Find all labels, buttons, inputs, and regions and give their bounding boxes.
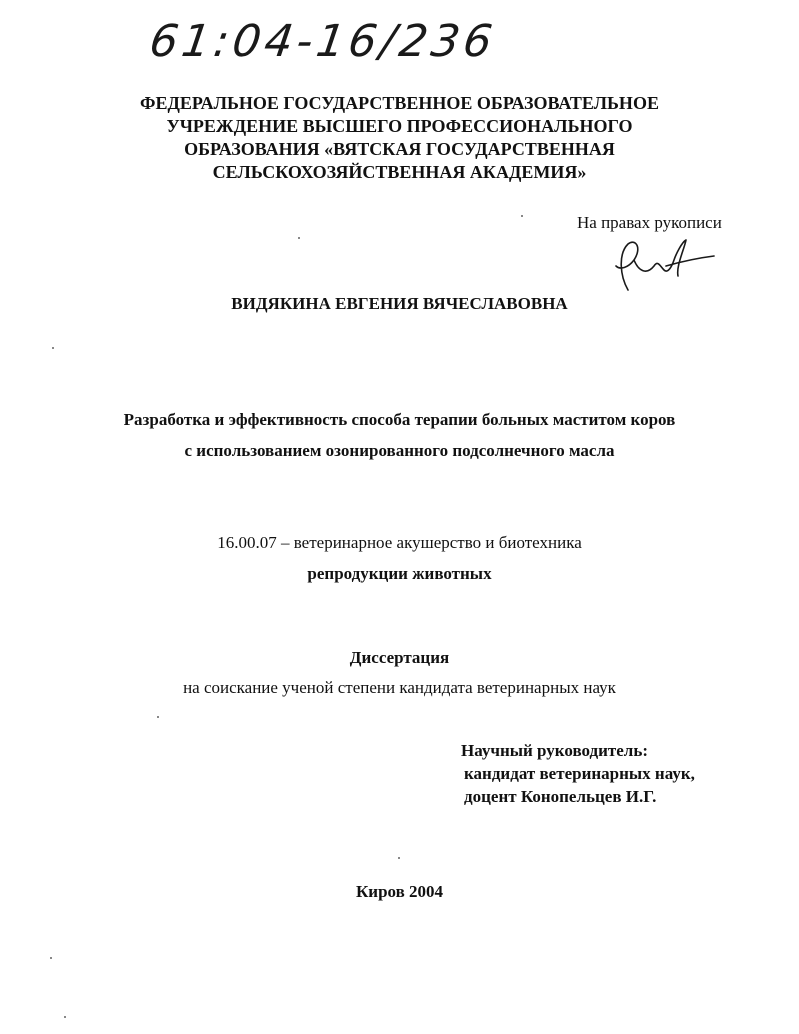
scan-speck xyxy=(398,857,400,859)
scan-speck xyxy=(50,957,52,959)
scan-speck xyxy=(298,237,300,239)
organization-line: ОБРАЗОВАНИЯ «ВЯТСКАЯ ГОСУДАРСТВЕННАЯ xyxy=(184,139,615,159)
supervisor-line: Научный руководитель: xyxy=(461,741,648,760)
supervisor-line: кандидат ветеринарных наук, xyxy=(464,764,695,783)
city-year: Киров 2004 xyxy=(355,882,444,901)
scan-speck xyxy=(521,215,523,217)
organization-line: ФЕДЕРАЛЬНОЕ ГОСУДАРСТВЕННОЕ ОБРАЗОВАТЕЛЬНОЕ xyxy=(140,93,659,113)
organization-header xyxy=(0,92,799,184)
organization-line: СЕЛЬСКОХОЗЯЙСТВЕННАЯ АКАДЕМИЯ» xyxy=(212,162,587,182)
scan-speck xyxy=(157,716,159,718)
dissertation-title xyxy=(0,404,799,466)
specialty xyxy=(0,527,799,589)
handwritten-catalog-number: 61:04-16/236 xyxy=(146,16,500,67)
author-name: ВИДЯКИНА ЕВГЕНИЯ ВЯЧЕСЛАВОВНА xyxy=(231,294,568,313)
organization-line: УЧРЕЖДЕНИЕ ВЫСШЕГО ПРОФЕССИОНАЛЬНОГО xyxy=(166,116,633,136)
work-type: Диссертация xyxy=(349,648,450,667)
title-line: с использованием озонированного подсолнечного масла xyxy=(184,441,615,460)
degree-line: на соискание ученой степени кандидата ветеринарных наук xyxy=(183,678,616,697)
scan-speck xyxy=(64,1016,66,1018)
signature xyxy=(606,236,718,296)
title-line: Разработка и эффективность способа терапии больных маститом коров xyxy=(123,410,676,429)
specialty-line: 16.00.07 – ветеринарное акушерство и биотехника xyxy=(217,533,582,552)
supervisor-line: доцент Конопельцев И.Г. xyxy=(464,787,657,806)
specialty-line: репродукции животных xyxy=(307,564,492,583)
supervisor-block xyxy=(461,739,695,808)
scan-speck xyxy=(52,347,54,349)
rights-note: На правах рукописи xyxy=(577,213,722,232)
